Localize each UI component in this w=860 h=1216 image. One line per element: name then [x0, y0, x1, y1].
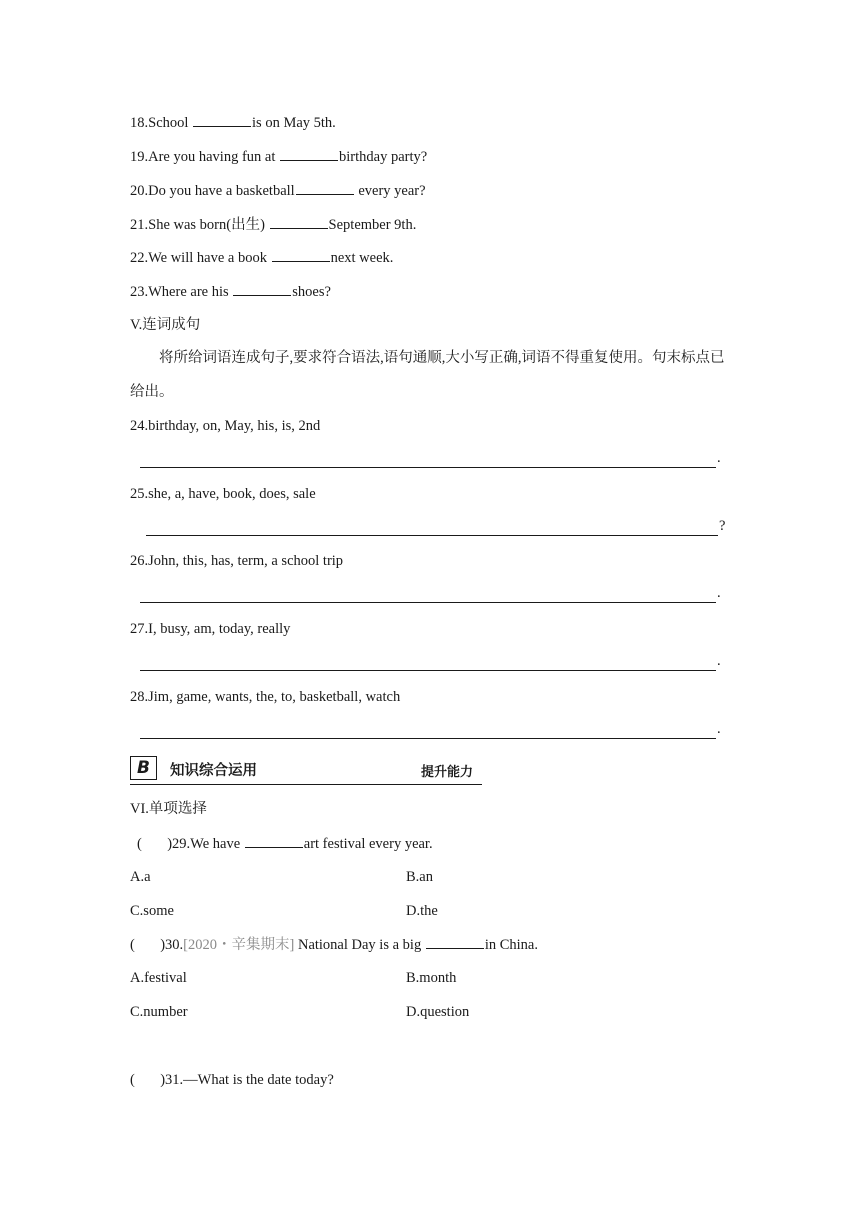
answer-line-24[interactable]	[140, 448, 725, 468]
end-punctuation: .	[717, 653, 721, 669]
answer-underline	[140, 448, 716, 468]
question-text: 21.She was born(出生)	[130, 217, 269, 233]
section-banner-subtitle: 提升能力	[421, 765, 474, 780]
b-badge-icon: B	[130, 756, 157, 780]
question-text: art festival every year.	[303, 836, 433, 852]
question-20	[130, 180, 426, 201]
question-text: 22.We will have a book	[130, 250, 271, 266]
question-21	[130, 214, 416, 235]
answer-blank[interactable]	[233, 281, 291, 296]
section-banner	[130, 755, 482, 785]
option-a[interactable]: A.festival	[130, 970, 187, 986]
question-22	[130, 247, 393, 268]
question-text: every year?	[354, 183, 426, 199]
question-text: National Day is a big	[294, 937, 425, 953]
option-c[interactable]: C.number	[130, 1004, 188, 1020]
question-30	[130, 934, 538, 955]
question-29	[137, 833, 433, 854]
answer-blank[interactable]	[296, 180, 354, 195]
answer-paren[interactable]: ( )	[137, 836, 173, 852]
question-26-words: 26.John, this, has, term, a school trip	[130, 553, 344, 569]
question-number: 30.	[165, 937, 184, 953]
answer-paren[interactable]: ( )	[130, 937, 166, 953]
option-d[interactable]: D.the	[406, 903, 438, 919]
question-text: 23.Where are his	[130, 284, 233, 300]
answer-line-28[interactable]	[140, 719, 725, 739]
end-punctuation: .	[717, 585, 721, 601]
section-banner-title: 知识综合运用	[170, 763, 257, 779]
question-18	[130, 112, 336, 133]
answer-underline	[140, 583, 716, 603]
question-23	[130, 281, 331, 302]
option-b[interactable]: B.an	[406, 869, 433, 885]
option-a[interactable]: A.a	[130, 869, 151, 885]
answer-blank[interactable]	[193, 112, 251, 127]
answer-paren[interactable]: ( )	[130, 1072, 166, 1088]
question-31	[130, 1070, 334, 1090]
question-text: 20.Do you have a basketball	[130, 183, 295, 199]
question-19	[130, 146, 427, 167]
answer-blank[interactable]	[426, 934, 484, 949]
option-b[interactable]: B.month	[406, 970, 457, 986]
question-text: in China.	[484, 937, 538, 953]
question-text: birthday party?	[339, 149, 428, 165]
end-punctuation: .	[717, 450, 721, 466]
answer-blank[interactable]	[280, 146, 338, 161]
answer-underline	[140, 719, 716, 739]
question-27-words: 27.I, busy, am, today, really	[130, 621, 291, 637]
section-6-heading: VI.单项选择	[130, 801, 207, 817]
answer-blank[interactable]	[245, 833, 303, 848]
question-text: 29.We have	[172, 836, 244, 852]
question-25-words: 25.she, a, have, book, does, sale	[130, 486, 316, 502]
question-text: 19.Are you having fun at	[130, 149, 279, 165]
question-text: shoes?	[292, 284, 331, 300]
answer-blank[interactable]	[272, 247, 330, 262]
question-text: next week.	[330, 250, 394, 266]
question-source: [2020・辛集期末]	[183, 937, 295, 953]
end-punctuation: ?	[719, 518, 726, 534]
option-d[interactable]: D.question	[406, 1004, 470, 1020]
question-28-words: 28.Jim, game, wants, the, to, basketball, watch	[130, 689, 401, 705]
answer-line-26[interactable]	[140, 583, 725, 603]
question-24-words: 24.birthday, on, May, his, is, 2nd	[130, 418, 321, 434]
answer-line-25[interactable]	[146, 516, 731, 536]
question-text: September 9th.	[328, 217, 417, 233]
section-5-instructions: 将所给词语连成句子,要求符合语法,语句通顺,大小写正确,词语不得重复使用。句末标点已给出。	[130, 350, 725, 400]
section-5-heading: V.连词成句	[130, 317, 201, 333]
question-text: 31.—What is the date today?	[165, 1072, 334, 1088]
answer-underline	[146, 516, 718, 536]
answer-blank[interactable]	[270, 214, 328, 229]
option-c[interactable]: C.some	[130, 903, 174, 919]
end-punctuation: .	[717, 721, 721, 737]
question-text: 18.School	[130, 115, 193, 131]
answer-line-27[interactable]	[140, 651, 725, 671]
question-text: is on May 5th.	[252, 115, 336, 131]
answer-underline	[140, 651, 716, 671]
